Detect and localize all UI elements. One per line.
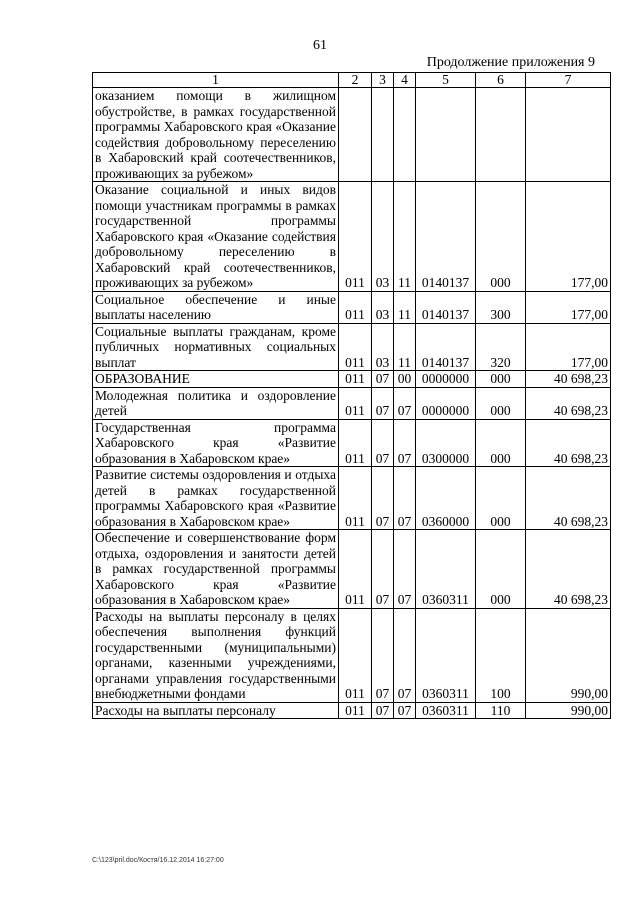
column-header: 2 (339, 73, 372, 88)
department-code-cell: 011 (339, 467, 372, 530)
row-name-cell: Оказание социальной и иных видов помощи участникам программы в рамках государственной программы Хабаровского края «Оказание содействия добровольному переселению в Хабаровский край соотечественников, проживающих за рубежом» (93, 182, 339, 292)
budget-table (92, 72, 611, 719)
row-name-cell: Молодежная политика и оздоровление детей (93, 387, 339, 419)
amount-cell: 40 698,23 (526, 467, 611, 530)
expense-type-cell: 000 (476, 371, 526, 388)
row-name-cell: Социальное обеспечение и иные выплаты населению (93, 291, 339, 323)
amount-cell: 40 698,23 (526, 530, 611, 609)
target-article-cell: 0000000 (416, 387, 476, 419)
row-name-cell: Расходы на выплаты персоналу в целях обеспечения выполнения функций государственными (муниципальными) органами, казенными учреждениями, органами управления государственными внебюджетными фондами (93, 608, 339, 702)
subsection-code-cell: 07 (394, 467, 416, 530)
subsection-code-cell: 11 (394, 182, 416, 292)
table-row (93, 467, 611, 530)
page-number: 61 (313, 38, 327, 53)
department-code-cell: 011 (339, 291, 372, 323)
amount-cell: 40 698,23 (526, 419, 611, 467)
row-name-cell: Социальные выплаты гражданам, кроме публичных нормативных социальных выплат (93, 323, 339, 371)
subsection-code-cell (394, 88, 416, 182)
expense-type-cell: 000 (476, 182, 526, 292)
target-article-cell: 0360000 (416, 467, 476, 530)
amount-cell: 990,00 (526, 702, 611, 719)
section-code-cell: 07 (372, 419, 394, 467)
section-code-cell (372, 88, 394, 182)
file-path-footer: C:\123\pril.doc/Костя/16.12.2014 16:27:00 (92, 857, 224, 864)
expense-type-cell: 110 (476, 702, 526, 719)
subsection-code-cell: 11 (394, 291, 416, 323)
department-code-cell: 011 (339, 387, 372, 419)
target-article-cell (416, 88, 476, 182)
column-header: 1 (93, 73, 339, 88)
expense-type-cell: 000 (476, 530, 526, 609)
column-header: 4 (394, 73, 416, 88)
amount-cell: 177,00 (526, 291, 611, 323)
target-article-cell: 0300000 (416, 419, 476, 467)
table-row (93, 371, 611, 388)
table-row (93, 88, 611, 182)
amount-cell: 40 698,23 (526, 387, 611, 419)
table-row (93, 702, 611, 719)
department-code-cell: 011 (339, 182, 372, 292)
amount-cell: 177,00 (526, 182, 611, 292)
subsection-code-cell: 07 (394, 387, 416, 419)
table-header-row (93, 73, 611, 88)
table-row (93, 182, 611, 292)
column-header: 7 (526, 73, 611, 88)
appendix-continuation-note: Продолжение приложения 9 (426, 55, 595, 70)
row-name-cell: Обеспечение и совершенствование форм отдыха, оздоровления и занятости детей в рамках государственной программы Хабаровского края «Развитие образования в Хабаровском крае» (93, 530, 339, 609)
expense-type-cell: 100 (476, 608, 526, 702)
expense-type-cell: 000 (476, 387, 526, 419)
target-article-cell: 0140137 (416, 291, 476, 323)
target-article-cell: 0360311 (416, 608, 476, 702)
target-article-cell: 0360311 (416, 530, 476, 609)
subsection-code-cell: 11 (394, 323, 416, 371)
table-row (93, 387, 611, 419)
subsection-code-cell: 07 (394, 608, 416, 702)
section-code-cell: 07 (372, 467, 394, 530)
table-row (93, 291, 611, 323)
department-code-cell: 011 (339, 608, 372, 702)
target-article-cell: 0360311 (416, 702, 476, 719)
subsection-code-cell: 00 (394, 371, 416, 388)
target-article-cell: 0140137 (416, 182, 476, 292)
department-code-cell: 011 (339, 702, 372, 719)
expense-type-cell (476, 88, 526, 182)
section-code-cell: 03 (372, 323, 394, 371)
section-code-cell: 07 (372, 371, 394, 388)
section-code-cell: 07 (372, 702, 394, 719)
table-row (93, 608, 611, 702)
subsection-code-cell: 07 (394, 702, 416, 719)
row-name-cell: оказанием помощи в жилищном обустройстве, в рамках государственной программы Хабаровского края «Оказание содействия добровольному переселению в Хабаровский край соотечественников, проживающих за рубежом» (93, 88, 339, 182)
expense-type-cell: 300 (476, 291, 526, 323)
column-header: 6 (476, 73, 526, 88)
section-code-cell: 07 (372, 387, 394, 419)
row-name-cell: Расходы на выплаты персоналу (93, 702, 339, 719)
department-code-cell (339, 88, 372, 182)
row-name-cell: Развитие системы оздоровления и отдыха детей в рамках государственной программы Хабаровского края «Развитие образования в Хабаровском крае» (93, 467, 339, 530)
target-article-cell: 0000000 (416, 371, 476, 388)
amount-cell: 177,00 (526, 323, 611, 371)
department-code-cell: 011 (339, 371, 372, 388)
column-header: 5 (416, 73, 476, 88)
expense-type-cell: 320 (476, 323, 526, 371)
amount-cell: 990,00 (526, 608, 611, 702)
expense-type-cell: 000 (476, 419, 526, 467)
section-code-cell: 03 (372, 182, 394, 292)
row-name-cell: ОБРАЗОВАНИЕ (93, 371, 339, 388)
amount-cell: 40 698,23 (526, 371, 611, 388)
column-header: 3 (372, 73, 394, 88)
section-code-cell: 07 (372, 530, 394, 609)
section-code-cell: 07 (372, 608, 394, 702)
expense-type-cell: 000 (476, 467, 526, 530)
amount-cell (526, 88, 611, 182)
table-row (93, 323, 611, 371)
table-row (93, 419, 611, 467)
target-article-cell: 0140137 (416, 323, 476, 371)
department-code-cell: 011 (339, 530, 372, 609)
row-name-cell: Государственная программа Хабаровского края «Развитие образования в Хабаровском крае» (93, 419, 339, 467)
table-row (93, 530, 611, 609)
subsection-code-cell: 07 (394, 419, 416, 467)
section-code-cell: 03 (372, 291, 394, 323)
department-code-cell: 011 (339, 323, 372, 371)
department-code-cell: 011 (339, 419, 372, 467)
subsection-code-cell: 07 (394, 530, 416, 609)
